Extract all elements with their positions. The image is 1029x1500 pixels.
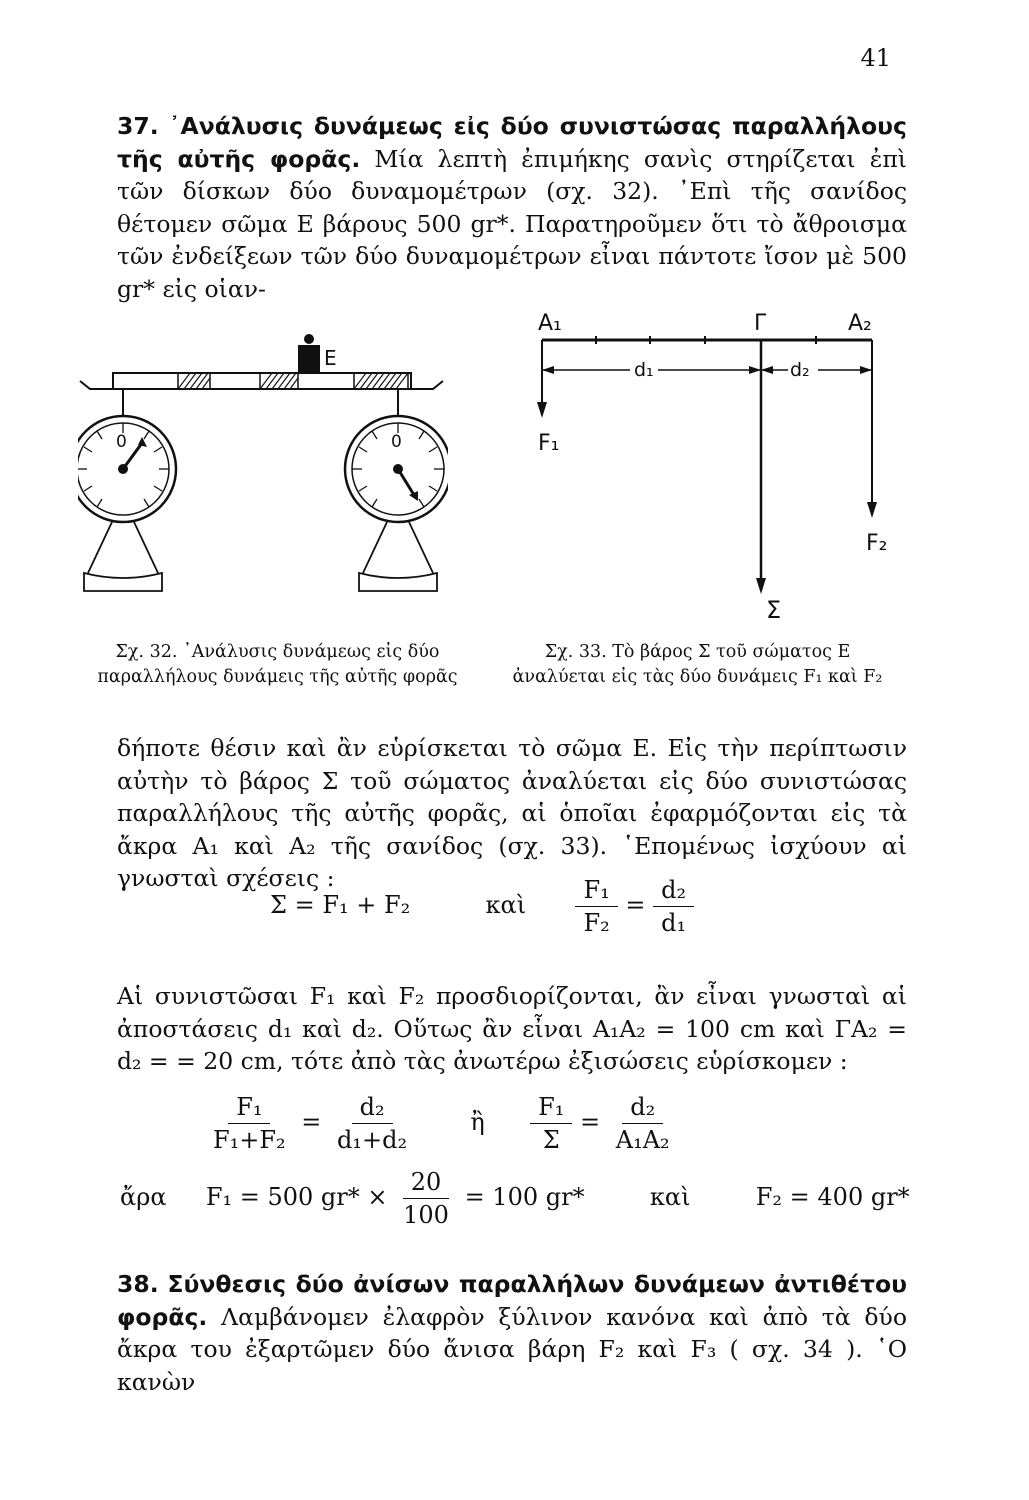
eq1-and: καὶ: [485, 891, 527, 919]
eq3-ara: ἄρα: [120, 1183, 167, 1211]
label-a2: A₂: [848, 311, 872, 336]
figure-33-caption-line2: ἀναλύεται εἰς τὰς δύο δυνάμεις F₁ καὶ F₂: [512, 667, 883, 687]
figure-32-caption-line2: παραλλήλους δυνάμεις τῆς αὐτῆς φορᾶς: [97, 667, 458, 687]
paragraph-3: Αἱ συνιστῶσαι F₁ καὶ F₂ προσδιορίζονται, ἂν εἶναι γνωσταὶ αἱ ἀποστάσεις d₁ καὶ d₂. Οὕτως ἂν εἶναι A₁A₂ = 100 cm καὶ ΓA₂ = d₂ = = 20 cm, τότε ἀπὸ τὰς ἀνωτέρω ἐξισώσεις εὑρίσκομεν :: [117, 982, 907, 1075]
left-dial-zero: 0: [116, 432, 127, 452]
figure-33-caption-line1: Σχ. 33. Τὸ βάρος Σ τοῦ σώματος Ε: [544, 642, 851, 662]
figure-33-caption: [480, 640, 915, 690]
section-37-paragraph: [117, 110, 907, 305]
equation-2: $\frac{\text{F₁}}{\text{F₁+F₂}}$ = $\frac{\text{d₂}}{\text{d₁+d₂}}$ ἢ $\frac{\text{F₁}}{\Sigma}$ = $\frac{\text{d₂}}{\text{A₁A₂}}$: [213, 1093, 670, 1154]
equation-1: Σ = F₁ + F₂ καὶ $\frac{\text{F₁}}{\text{F₂}}$ = $\frac{\text{d₂}}{\text{d₁}}$: [270, 876, 694, 937]
weight-label: Ε: [324, 346, 337, 370]
plank: [80, 373, 443, 389]
eq1-fraction-d: $\frac{\text{d₂}}{\text{d₁}}$: [653, 876, 694, 937]
eq3-f1: F₁ = 500 gr* ×: [205, 1183, 388, 1211]
section-38-paragraph: [117, 1268, 907, 1398]
section-37-title: ᾿Ανάλυσις δυνάμεως εἰς δύο συνιστώσας παραλλήλους τῆς αὐτῆς φορᾶς.: [117, 112, 907, 173]
right-dial-zero: 0: [391, 432, 402, 452]
section-38-number: 38.: [117, 1270, 159, 1298]
label-f1: F₁: [538, 431, 560, 456]
eq3-f2: F₂ = 400 gr*: [755, 1183, 910, 1211]
figure-32-caption: [80, 640, 475, 690]
label-sigma: Σ: [766, 596, 782, 624]
figure-32-caption-line1: Σχ. 32. ᾿Ανάλυσις δυνάμεως εἰς δύο: [115, 642, 440, 662]
eq3-result: = 100 gr*: [464, 1183, 585, 1211]
dynamometer-left: [78, 389, 176, 591]
eq1-fraction-f: $\frac{\text{F₁}}{\text{F₂}}$: [575, 876, 617, 937]
section-37-number: 37.: [117, 112, 159, 140]
figure-33: [520, 300, 900, 630]
weight-e: [298, 334, 337, 373]
equation-3: ἄρα F₁ = 500 gr* × $\frac{20}{100}$ = 100 gr* καὶ F₂ = 400 gr*: [120, 1168, 910, 1229]
dynamometer-right: [345, 389, 448, 591]
paragraph-2: δήποτε θέσιν καὶ ἂν εὑρίσκεται τὸ σῶμα Ε. Εἰς τὴν περίπτωσιν αὐτὴν τὸ βάρος Σ τοῦ σώματος ἀναλύεται εἰς δύο συνιστώσας παραλλήλους τῆς αὐτῆς φορᾶς, αἱ ὁποῖαι ἐφαρμόζονται εἰς τὰ ἄκρα A₁ καὶ A₂ τῆς σανίδος (σχ. 33). ῾Επομένως ἰσχύουν αἱ γνωσταὶ σχέσεις :: [117, 734, 907, 892]
label-d1: d₁: [634, 359, 654, 381]
label-gamma: Γ: [754, 311, 767, 336]
eq2-or: ἢ: [470, 1108, 485, 1136]
section-38-text: Λαμβάνομεν ἐλαφρὸν ξύλινον κανόνα καὶ ἀπὸ τὰ δύο ἄκρα του ἐξαρτῶμεν δύο ἄνισα βάρη F₂ καὶ F₃ ( σχ. 34 ). ῾Ο κανὼν: [117, 1302, 907, 1396]
section-37-intro: Μία λεπτὴ ἐπιμήκης σανὶς στηρίζεται ἐπὶ τῶν δίσκων δύο δυναμομέτρων (σχ. 32). ᾿Επὶ τῆς σανίδος θέτομεν σῶμα Ε βάρους 500 gr*. Παρατηροῦμεν ὅτι τὸ ἄθροισμα τῶν ἐνδείξεων τῶν δύο δυναμομέτρων εἶναι πάντοτε ἴσον μὲ 500 gr* εἰς οἱαν-: [117, 144, 907, 303]
label-f2: F₂: [866, 531, 888, 556]
page-number: 41: [860, 44, 891, 72]
eq1-sum: Σ = F₁ + F₂: [270, 891, 411, 919]
label-a1: A₁: [538, 311, 562, 336]
section-38-title: Σύνθεσις δύο ἀνίσων παραλλήλων δυνάμεων ἀντιθέτου φορᾶς.: [117, 1270, 907, 1331]
label-d2: d₂: [790, 359, 810, 381]
eq3-and: καὶ: [649, 1183, 691, 1211]
figure-32: [78, 325, 448, 615]
